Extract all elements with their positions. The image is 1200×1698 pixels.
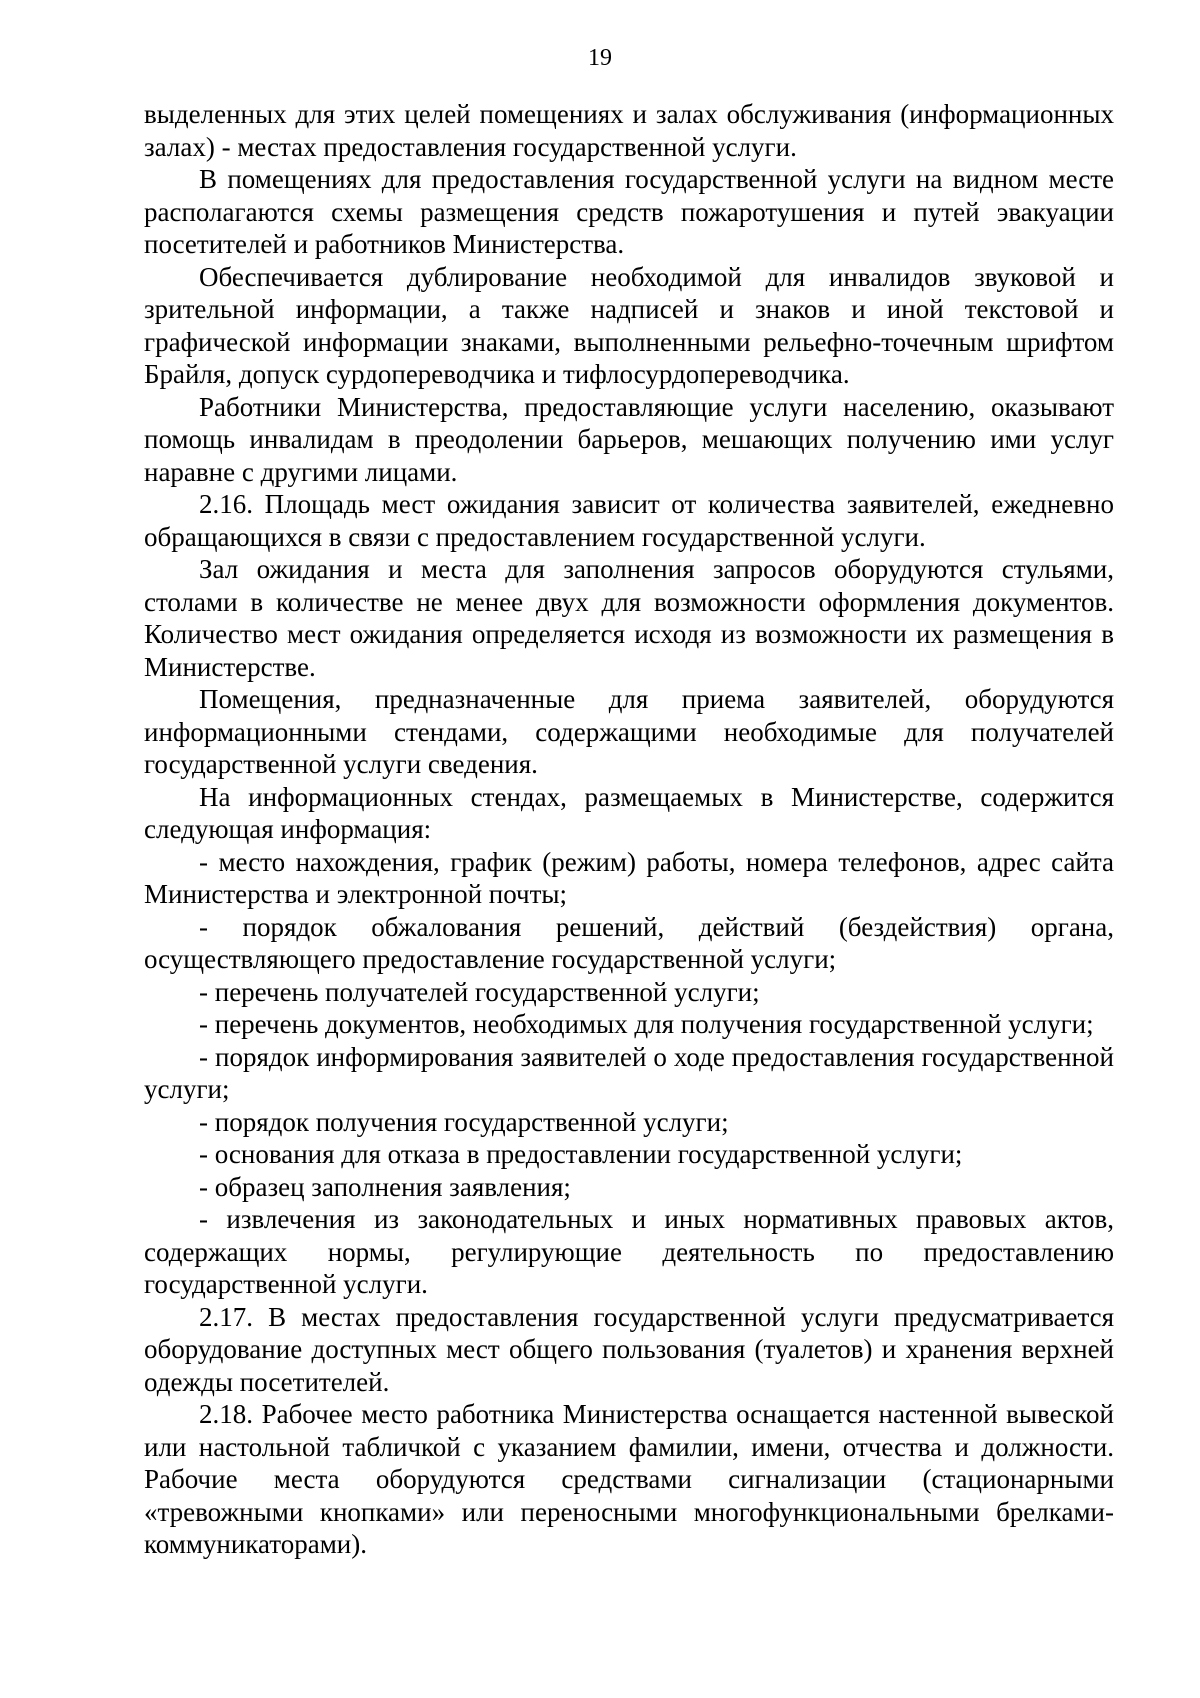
page-number: 19 [588, 45, 612, 71]
paragraph-information-stands: Помещения, предназначенные для приема заявителей, оборудуются информационными стендами, содержащими необходимые для получателей государственной услуги сведения. [144, 684, 1114, 779]
paragraph-continuation: выделенных для этих целей помещениях и залах обслуживания (информационных залах) - местах предоставления государственной услуги. [144, 99, 1114, 162]
paragraph-evacuation-schemes: В помещениях для предоставления государственной услуги на видном месте располагаются схемы размещения средств пожаротушения и путей эвакуации посетителей и работников Министерства. [144, 164, 1114, 259]
list-item-appeal-procedure: - порядок обжалования решений, действий (бездействия) органа, осуществляющего предоставление государственной услуги; [144, 911, 1114, 974]
list-item-refusal-grounds: - основания для отказа в предоставлении государственной услуги; [199, 1139, 963, 1169]
document-body [144, 98, 1114, 1561]
list-item-obtaining-procedure: - порядок получения государственной услуги; [199, 1106, 729, 1137]
list-item-location-schedule: - место нахождения, график (режим) работы, номера телефонов, адрес сайта Министерства и электронной почты; [144, 846, 1114, 909]
paragraph-accessibility-information: Обеспечивается дублирование необходимой для инвалидов звуковой и зрительной информации, а также надписей и знаков и иной текстовой и графической информации знаками, выполненными рельефно-точечным шрифтом Брайля, допуск сурдопереводчика и тифлосурдопереводчика. [144, 261, 1114, 389]
paragraph-stand-contents-intro: На информационных стендах, размещаемых в Министерстве, содержится следующая информация: [144, 781, 1114, 844]
list-item-recipients: - перечень получателей государственной услуги; [199, 976, 760, 1007]
list-item-informing-procedure: - порядок информирования заявителей о ходе предоставления государственной услуги; [144, 1041, 1114, 1104]
paragraph-waiting-hall-equipment: Зал ожидания и места для заполнения запросов оборудуются стульями, столами в количестве не менее двух для возможности оформления документов. Количество мест ожидания определяется исходя из возможности их размещения в Министерстве. [144, 554, 1114, 682]
paragraph-2-18-workplace: 2.18. Рабочее место работника Министерства оснащается настенной вывеской или настольной табличкой с указанием фамилии, имени, отчества и должности. Рабочие места оборудуются средствами сигнализации (стационарными «тревожными кнопками» или переносными многофункциональными брелками-коммуникаторами). [144, 1399, 1114, 1559]
list-item-legal-extracts: - извлечения из законодательных и иных нормативных правовых актов, содержащих нормы, регулирующие деятельность по предоставлению государственной услуги. [144, 1204, 1114, 1299]
list-item-required-documents: - перечень документов, необходимых для получения государственной услуги; [199, 1009, 1094, 1039]
paragraph-2-17-facilities: 2.17. В местах предоставления государственной услуги предусматривается оборудование доступных мест общего пользования (туалетов) и хранения верхней одежды посетителей. [144, 1301, 1114, 1397]
list-item-application-sample: - образец заполнения заявления; [199, 1171, 571, 1202]
paragraph-staff-assistance: Работники Министерства, предоставляющие услуги населению, оказывают помощь инвалидам в преодолении барьеров, мешающих получению ими услуг наравне с другими лицами. [144, 391, 1114, 487]
paragraph-2-16-waiting-area: 2.16. Площадь мест ожидания зависит от количества заявителей, ежедневно обращающихся в связи с предоставлением государственной услуги. [144, 489, 1114, 552]
